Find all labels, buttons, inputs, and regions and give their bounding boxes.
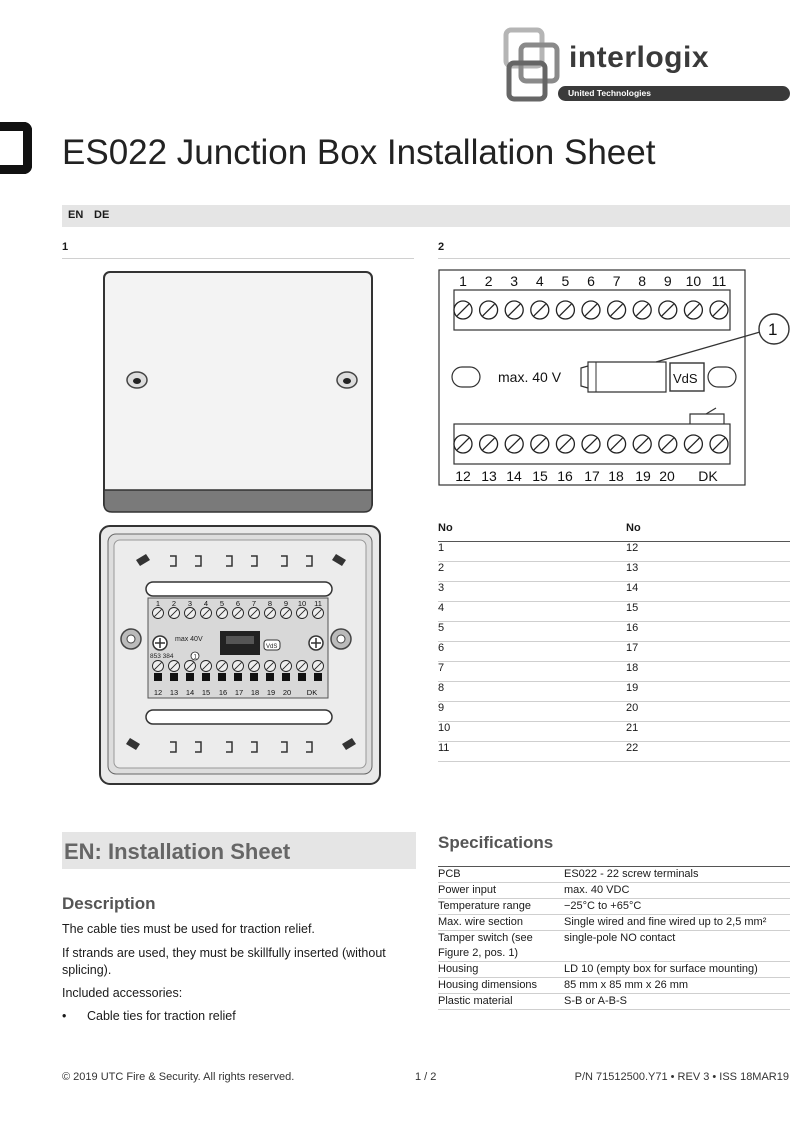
- terminal-socket: [154, 673, 162, 681]
- terminal-number-label: 10: [297, 599, 307, 608]
- terminal-table-cell: 12: [626, 542, 790, 562]
- spec-label: Housing dimensions: [438, 978, 564, 994]
- spec-value: LD 10 (empty box for surface mounting): [564, 962, 790, 978]
- box-lid: [104, 272, 372, 512]
- terminal-table-row: [438, 582, 790, 602]
- spec-row: [438, 915, 790, 931]
- terminal-number-label: 5: [561, 273, 570, 289]
- spec-value: single-pole NO contact: [564, 931, 790, 962]
- terminal-number-label: 10: [685, 273, 702, 289]
- terminal-number-label: 14: [506, 468, 522, 484]
- spec-label: Max. wire section: [438, 915, 564, 931]
- figure2-number: 2: [438, 241, 445, 253]
- terminal-socket: [170, 673, 178, 681]
- terminal-number-label: 13: [169, 688, 179, 697]
- terminal-number-label: 9: [283, 599, 289, 608]
- terminal-socket: [218, 673, 226, 681]
- terminal-number-label: 17: [234, 688, 244, 697]
- terminal-number-label: 3: [510, 273, 519, 289]
- fig1-part-number: 853 384: [150, 653, 174, 660]
- terminal-number-label: 7: [612, 273, 621, 289]
- description-paragraph: If strands are used, they must be skillfully inserted (without splicing).: [62, 946, 386, 977]
- terminal-table-cell: 13: [626, 562, 790, 582]
- terminal-number-label: 20: [282, 688, 292, 697]
- terminal-number-label: 19: [635, 468, 651, 484]
- terminal-table-cell: 8: [438, 682, 626, 702]
- fig1-circled-ref: 1: [193, 654, 197, 661]
- description-paragraph: The cable ties must be used for traction relief.: [62, 922, 315, 936]
- spec-label: Tamper switch (see Figure 2, pos. 1): [438, 931, 564, 962]
- terminal-number-label: 12: [153, 688, 163, 697]
- terminal-number-label: 17: [584, 468, 600, 484]
- description-paragraph: Included accessories:: [62, 986, 183, 1000]
- brand-logo: [503, 27, 793, 103]
- terminal-table-cell: 20: [626, 702, 790, 722]
- terminal-number-label: 1: [459, 273, 467, 289]
- bullet-marker: •: [62, 1009, 67, 1023]
- terminal-number-label: 15: [201, 688, 211, 697]
- terminal-socket: [234, 673, 242, 681]
- terminal-number-label: 2: [171, 599, 177, 608]
- terminal-table-cell: 16: [626, 622, 790, 642]
- figure2-schematic: [438, 268, 794, 488]
- figure1-number: 1: [62, 241, 69, 253]
- terminal-table-cell: 10: [438, 722, 626, 742]
- terminal-table-row: [438, 602, 790, 622]
- terminal-number-label: 6: [587, 273, 595, 289]
- spec-value: max. 40 VDC: [564, 883, 790, 899]
- terminal-socket: [186, 673, 194, 681]
- spec-value: ES022 - 22 screw terminals: [564, 867, 790, 883]
- terminal-socket: [314, 673, 322, 681]
- figure1-rule: [62, 258, 414, 259]
- terminal-table-cell: 18: [626, 662, 790, 682]
- spec-value: Single wired and fine wired up to 2,5 mm²: [564, 915, 790, 931]
- fig2-callout: 1: [768, 320, 778, 339]
- footer-copyright: © 2019 UTC Fire & Security. All rights reserved.: [62, 1071, 295, 1083]
- terminal-table-row: [438, 562, 790, 582]
- spec-row: [438, 994, 790, 1010]
- terminal-table-cell: 19: [626, 682, 790, 702]
- terminal-table-cell: 21: [626, 722, 790, 742]
- spec-value: 85 mm x 85 mm x 26 mm: [564, 978, 790, 994]
- terminal-table-row: [438, 702, 790, 722]
- terminal-number-label: 1: [155, 599, 161, 608]
- terminal-number-label: 15: [532, 468, 548, 484]
- fig2-vds-label: VdS: [673, 371, 698, 386]
- terminal-table-cell: 7: [438, 662, 626, 682]
- terminal-number-label: 5: [219, 599, 225, 608]
- bullet-text: Cable ties for traction relief: [87, 1009, 236, 1023]
- terminal-number-label: 4: [535, 273, 544, 289]
- page-tab-marker: [0, 122, 32, 174]
- terminal-number-label: DK: [306, 688, 318, 697]
- spec-row: [438, 867, 790, 883]
- figure1-illustration: [98, 268, 388, 788]
- terminal-number-label: 18: [608, 468, 624, 484]
- terminal-number-label: 7: [251, 599, 257, 608]
- terminal-number-label: 13: [481, 468, 497, 484]
- terminal-number-label: 8: [267, 599, 273, 608]
- terminal-number-label: 4: [203, 599, 209, 608]
- specifications-table: [438, 866, 790, 1010]
- terminal-table-header-cell: No: [438, 522, 626, 542]
- terminal-table-cell: 11: [438, 742, 626, 762]
- terminal-number-label: 8: [638, 273, 647, 289]
- terminal-table-cell: 4: [438, 602, 626, 622]
- terminal-socket: [298, 673, 306, 681]
- terminal-number-label: 19: [266, 688, 276, 697]
- terminal-number-label: 6: [235, 599, 241, 608]
- terminal-socket: [250, 673, 258, 681]
- terminal-number-label: 2: [484, 273, 493, 289]
- box-base: [100, 526, 380, 784]
- terminal-number-label: 11: [314, 599, 322, 608]
- terminal-number-label: 9: [663, 273, 672, 289]
- terminal-table-header: [438, 522, 790, 542]
- spec-row: [438, 962, 790, 978]
- terminal-table-cell: 2: [438, 562, 626, 582]
- brand-tagline-badge: [558, 86, 790, 101]
- brand-tagline: United Technologies: [568, 88, 651, 98]
- spec-label: Housing: [438, 962, 564, 978]
- terminal-socket: [266, 673, 274, 681]
- spec-row: [438, 978, 790, 994]
- section-title: EN: Installation Sheet: [64, 839, 291, 864]
- terminal-number-label: 12: [455, 468, 471, 484]
- interlogix-mark-icon: [503, 27, 565, 103]
- spec-value: −25°C to +65°C: [564, 899, 790, 915]
- terminal-table-header-cell: No: [626, 522, 790, 542]
- page-title: ES022 Junction Box Installation Sheet: [62, 133, 656, 172]
- terminal-table-row: [438, 662, 790, 682]
- language-bar: [62, 205, 790, 227]
- terminal-number-label: 14: [185, 688, 195, 697]
- footer-part-number: P/N 71512500.Y71 • REV 3 • ISS 18MAR19: [574, 1071, 789, 1083]
- terminal-table-row: [438, 742, 790, 762]
- terminal-number-label: DK: [698, 468, 718, 484]
- terminal-number-label: 16: [218, 688, 228, 697]
- terminal-number-label: 20: [659, 468, 675, 484]
- terminal-number-label: 3: [187, 599, 193, 608]
- fig2-voltage-label: max. 40 V: [498, 369, 562, 385]
- lang-de[interactable]: DE: [94, 209, 110, 221]
- terminal-table-cell: 14: [626, 582, 790, 602]
- figure2-rule: [438, 258, 790, 259]
- specifications-heading: Specifications: [438, 833, 554, 852]
- terminal-socket: [202, 673, 210, 681]
- spec-row: [438, 931, 790, 962]
- terminal-table-cell: 1: [438, 542, 626, 562]
- terminal-table-cell: 9: [438, 702, 626, 722]
- terminal-socket: [282, 673, 290, 681]
- spec-label: Plastic material: [438, 994, 564, 1010]
- fig1-vds-label: VdS: [266, 644, 278, 650]
- footer-page-number: 1 / 2: [415, 1071, 437, 1083]
- terminal-number-label: 16: [557, 468, 573, 484]
- lang-en[interactable]: EN: [68, 209, 84, 221]
- spec-row: [438, 883, 790, 899]
- terminal-table: [438, 522, 790, 762]
- terminal-table-cell: 3: [438, 582, 626, 602]
- terminal-table-cell: 5: [438, 622, 626, 642]
- brand-name: interlogix: [569, 41, 710, 74]
- terminal-table-row: [438, 642, 790, 662]
- terminal-table-cell: 22: [626, 742, 790, 762]
- terminal-table-cell: 17: [626, 642, 790, 662]
- spec-value: S-B or A-B-S: [564, 994, 790, 1010]
- spec-label: Power input: [438, 883, 564, 899]
- spec-label: Temperature range: [438, 899, 564, 915]
- terminal-number-label: 18: [250, 688, 260, 697]
- terminal-table-row: [438, 722, 790, 742]
- terminal-table-row: [438, 682, 790, 702]
- terminal-number-label: 11: [711, 273, 727, 289]
- spec-row: [438, 899, 790, 915]
- terminal-table-row: [438, 542, 790, 562]
- spec-label: PCB: [438, 867, 564, 883]
- terminal-table-cell: 15: [626, 602, 790, 622]
- terminal-table-cell: 6: [438, 642, 626, 662]
- terminal-table-row: [438, 622, 790, 642]
- fig1-voltage-label: max 40V: [175, 636, 203, 643]
- description-heading: Description: [62, 894, 156, 913]
- section-title-bar: [62, 832, 416, 869]
